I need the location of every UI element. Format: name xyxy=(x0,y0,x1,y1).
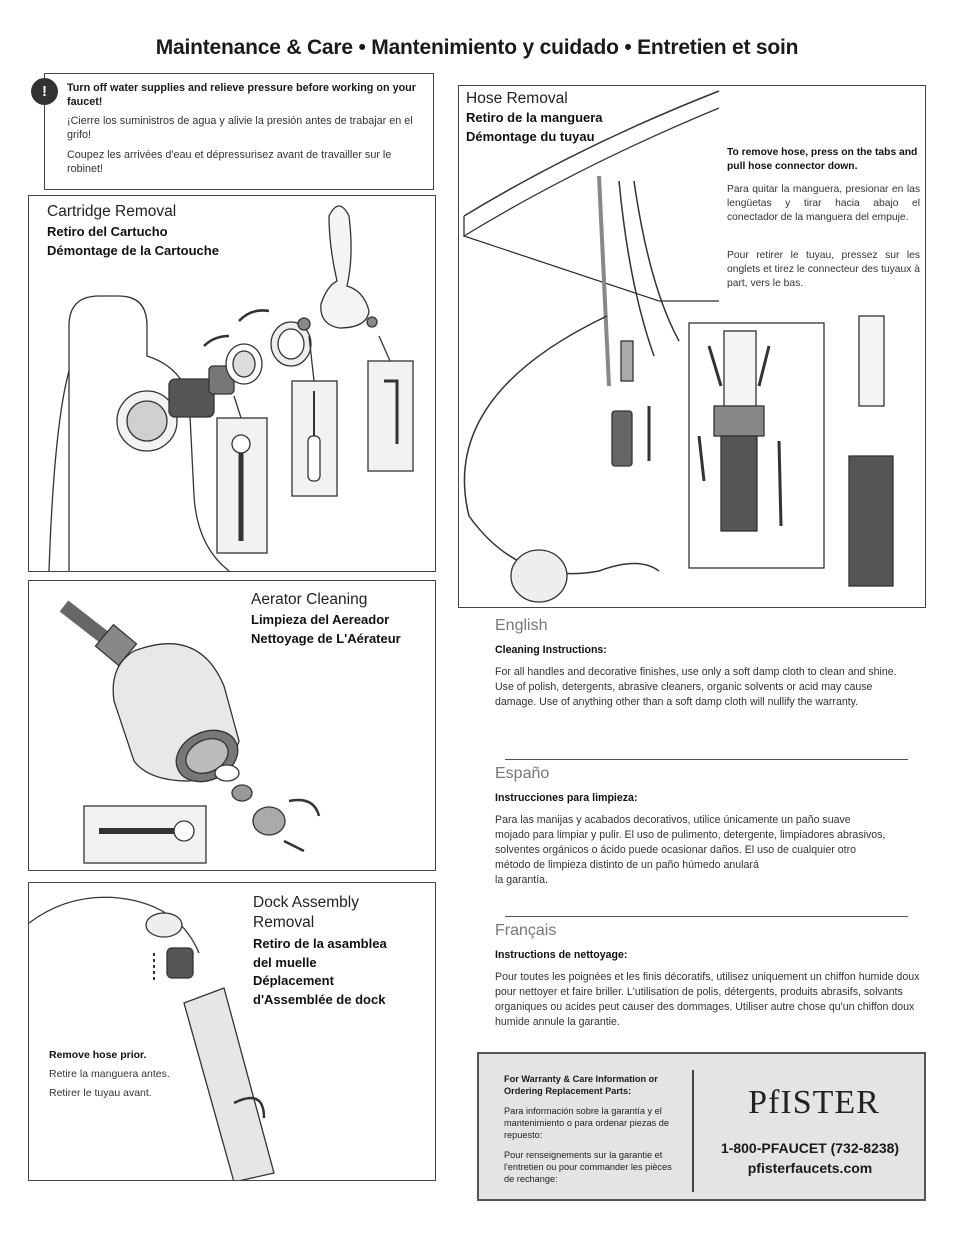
spanish-body-line5: la garantía. xyxy=(495,874,549,886)
dock-title-line2: Removal xyxy=(253,914,315,931)
aerator-cleaning-panel xyxy=(28,580,436,871)
contact-web[interactable]: pfisterfaucets.com xyxy=(747,1160,873,1176)
hose-title: Hose Removal xyxy=(466,90,568,107)
english-heading: English xyxy=(495,617,548,634)
dock-note-fr: Retirer le tuyau avant. xyxy=(49,1087,152,1099)
aerator-title: Aerator Cleaning xyxy=(251,591,368,608)
spanish-heading: Españo xyxy=(495,765,550,782)
dock-illustration xyxy=(29,883,436,1181)
aerator-illustration xyxy=(29,581,436,871)
dock-fr-line1: Déplacement xyxy=(253,973,334,988)
hose-instr-en: To remove hose, press on the tabs and pull hose connector down. xyxy=(727,147,918,172)
contact-fr: Pour renseignements sur la garantie et l'entretien ou pour commander les pièces de rechange: xyxy=(504,1150,672,1184)
divider-1 xyxy=(505,759,908,760)
pfister-logo: PfISTER xyxy=(748,1084,880,1121)
contact-en: For Warranty & Care Information or Ordering Replacement Parts: xyxy=(504,1074,658,1096)
page-title: Maintenance & Care • Mantenimiento y cuidado • Entretien et soin xyxy=(155,36,799,59)
cartridge-illustration xyxy=(29,196,436,572)
dock-es-line2: del muelle xyxy=(253,955,317,970)
spanish-body-line3: solventes orgánicos o ácido puede ocasionar daños. El uso de cualquier otro xyxy=(495,844,857,856)
english-label: Cleaning Instructions: xyxy=(495,644,607,656)
contact-box xyxy=(477,1052,926,1201)
hose-title-fr: Démontage du tuyau xyxy=(466,129,595,144)
dock-es-line1: Retiro de la asamblea xyxy=(253,936,387,951)
spanish-body-line2: mojado para limpiar y pulir. El uso de pulimento, detergente, limpiadores abrasivos, xyxy=(495,829,886,841)
warning-text-en: Turn off water supplies and relieve pressure before working on your faucet! xyxy=(67,82,416,108)
warning-text-es: ¡Cierre los suministros de agua y alivie la presión antes de trabajar en el grifo! xyxy=(67,115,413,141)
aerator-title-fr: Nettoyage de L'Aérateur xyxy=(251,631,401,646)
hose-instr-fr: Pour retirer le tuyau, pressez sur les onglets et tirez le connecteur des tuyaux à part, vers le bas. xyxy=(727,250,920,289)
contact-divider xyxy=(692,1070,694,1192)
hose-instr-es: Para quitar la manguera, presionar en las lengüetas y tirar hacia abajo el conectador de la manguera del empuje. xyxy=(727,184,920,223)
hose-title-es: Retiro de la manguera xyxy=(466,110,603,125)
spanish-label: Instrucciones para limpieza: xyxy=(495,792,638,804)
cartridge-title-fr: Démontage de la Cartouche xyxy=(47,243,219,258)
aerator-title-es: Limpieza del Aereador xyxy=(251,612,390,627)
contact-es: Para información sobre la garantía y el mantenimiento o para ordenar piezas de repuesto: xyxy=(504,1106,669,1140)
cartridge-removal-panel xyxy=(28,195,436,572)
french-heading: Français xyxy=(495,922,557,939)
warning-box xyxy=(44,73,434,190)
divider-2 xyxy=(505,916,908,917)
spanish-body-line4: método de limpieza distinto de un paño húmedo anulará xyxy=(495,859,759,871)
english-body: For all handles and decorative finishes, use only a soft damp cloth to clean and shine. Use of polish, detergents, abrasive cleaners, organic solvents or acid may cause damage. Use of anything other than a soft damp cloth will nullify the warranty. xyxy=(495,666,897,708)
dock-fr-line2: d'Assemblée de dock xyxy=(253,992,386,1007)
dock-title-line1: Dock Assembly xyxy=(253,894,359,911)
cartridge-title-es: Retiro del Cartucho xyxy=(47,224,168,239)
hose-illustration xyxy=(459,86,926,608)
dock-note-en: Remove hose prior. xyxy=(49,1049,147,1061)
hose-removal-panel xyxy=(458,85,926,608)
dock-note-es: Retire la manguera antes. xyxy=(49,1068,170,1080)
spanish-body-line1: Para las manijas y acabados decorativos, utilice únicamente un paño suave xyxy=(495,814,851,826)
warning-icon-glyph: ! xyxy=(42,83,47,100)
dock-assembly-panel xyxy=(28,882,436,1181)
cartridge-title: Cartridge Removal xyxy=(47,203,177,220)
contact-phone: 1-800-PFAUCET (732-8238) xyxy=(720,1140,900,1156)
french-label: Instructions de nettoyage: xyxy=(495,949,628,961)
french-body: Pour toutes les poignées et les finis décoratifs, utilisez uniquement un chiffon humide doux pour nettoyer et faire briller. L'utilisation de polis, détergents, produits abrasifs, solvants organiques ou acides peut causer des dommages. Utiliser autre chose qu'un chiffon doux humide annule la garantie. xyxy=(495,971,920,1028)
warning-icon xyxy=(31,78,58,105)
warning-text-fr: Coupez les arrivées d'eau et dépressurisez avant de travailler sur le robinet! xyxy=(67,149,392,175)
